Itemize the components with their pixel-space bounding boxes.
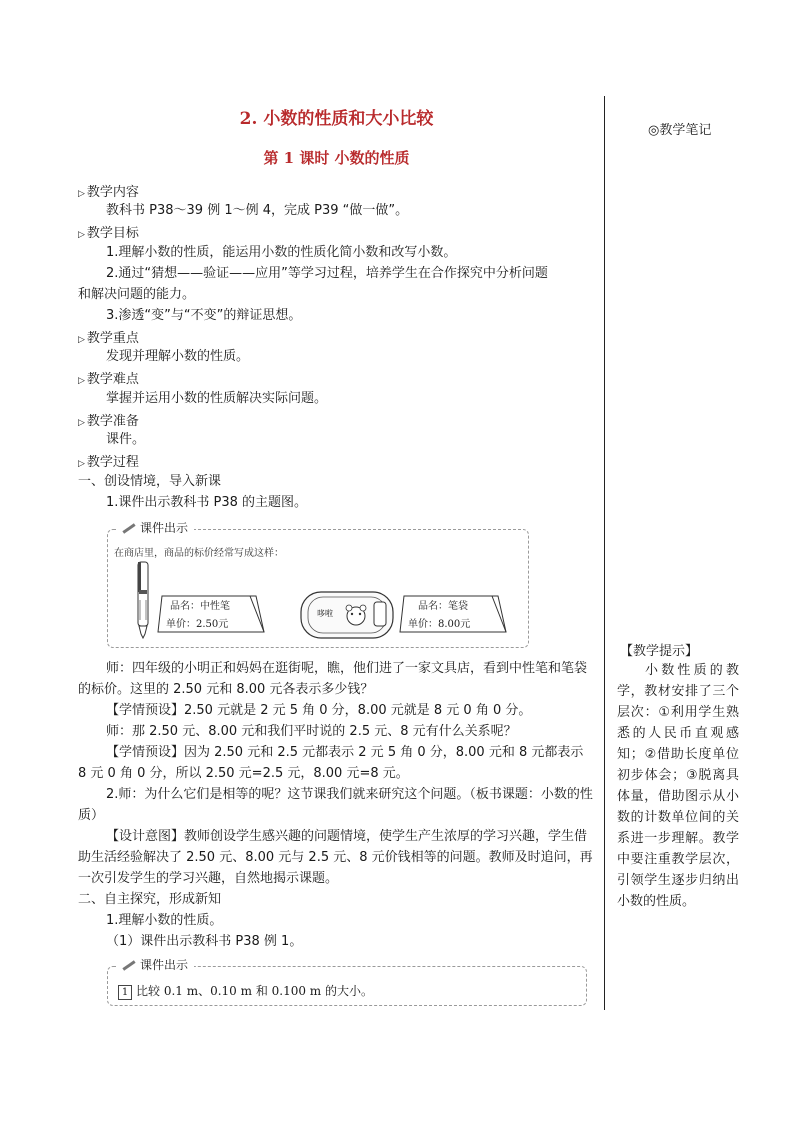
prep-text: 课件。 [106, 432, 146, 447]
goal-item: 2.通过“猜想——验证——应用”等学习过程，培养学生在合作探究中分析问题 [106, 266, 548, 281]
tip-heading: 【教学提示】 [620, 644, 699, 659]
gel-pen-image [132, 560, 154, 642]
courseware-box [107, 958, 587, 1006]
triangle-icon: ▷ [78, 230, 85, 240]
heading-difficulty: ▷ 教学难点 [78, 372, 139, 387]
goal-item: 3.渗透“变”与“不变”的辩证思想。 [106, 308, 302, 323]
price-tag-name: 品名：中性笔 [170, 601, 230, 612]
triangle-icon: ▷ [78, 376, 85, 386]
heading-prep: ▷ 教学准备 [78, 414, 139, 429]
dialogue-paragraph: 2.师：为什么它们是相等的呢？这节课我们就来研究这个问题。（板书课题：小数的性质） [78, 787, 593, 823]
dialogue-paragraph: 【学情预设】2.50 元就是 2 元 5 角 0 分，8.00 元就是 8 元 0 角 0 分。 [106, 703, 532, 718]
triangle-icon: ▷ [78, 459, 85, 469]
goal-item: 和解决问题的能力。 [78, 287, 196, 302]
design-intent: 【设计意图】教师创设学生感兴趣的问题情境，使学生产生浓厚的学习兴趣，学生借助生活经验解决了 2.50 元、8.00 元与 2.5 元、8 元价钱相等的问题。教师及时追问，再一次引发学生的学习兴趣，自然地揭示课题。 [78, 829, 593, 886]
courseware-box [107, 521, 529, 648]
price-tag-name: 品名：笔袋 [418, 601, 468, 612]
heading-content: ▷ 教学内容 [78, 185, 139, 200]
part2-step: （1）课件出示教科书 P38 例 1。 [106, 934, 303, 949]
price-tag-price: 单价：8.00元 [408, 619, 471, 630]
heading-process: ▷ 教学过程 [78, 455, 139, 470]
heading-goals: ▷ 教学目标 [78, 226, 139, 241]
pencil-case-image [298, 588, 398, 644]
triangle-icon: ▷ [78, 418, 85, 428]
example-text: 1 比较 0.1 m、0.10 m 和 0.100 m 的大小。 [118, 982, 373, 1000]
part1-step: 1.课件出示教科书 P38 的主题图。 [106, 495, 308, 510]
dialogue-paragraph: 【学情预设】因为 2.50 元和 2.5 元都表示 2 元 5 角 0 分，8.00 元和 8 元都表示 8 元 0 角 0 分，所以 2.50 元=2.5 元，8.00 元=8 元。 [78, 745, 584, 781]
price-tag-price: 单价：2.50元 [166, 619, 229, 630]
price-tag [156, 596, 256, 632]
heading-key: ▷ 教学重点 [78, 331, 139, 346]
price-tag [398, 596, 498, 632]
example-number: 1 [118, 985, 132, 1000]
pen-icon [122, 960, 135, 970]
key-text: 发现并理解小数的性质。 [106, 349, 250, 364]
dialogue-paragraph: 师：那 2.50 元、8.00 元和我们平时说的 2.5 元、8 元有什么关系呢？ [106, 724, 517, 739]
difficulty-text: 掌握并运用小数的性质解决实际问题。 [106, 391, 328, 406]
pencil-case-label: 哆啦 [317, 609, 333, 618]
goal-item: 1.理解小数的性质，能运用小数的性质化简小数和改写小数。 [106, 245, 457, 260]
lesson-title: 第 1 课时 小数的性质 [263, 149, 410, 167]
tip-body: 小数性质的教学，教材安排了三个层次：①利用学生熟悉的人民币直观感知；②借助长度单位初步体会；③脱离具体量，借助图示从小数的计数单位间的关系进一步理解。教学中要注重教学层次，引领学生逐步归纳出小数的性质。 [617, 663, 739, 909]
courseware-intro: 在商店里，商品的标价经常写成这样： [114, 548, 284, 559]
content-text: 教科书 P38～39 例 1～例 4，完成 P39 “做一做”。 [106, 203, 409, 218]
triangle-icon: ▷ [78, 189, 85, 199]
notes-heading: ◎教学笔记 [648, 123, 712, 138]
section-title: 2. 小数的性质和大小比较 [239, 109, 434, 129]
part2-step: 1.理解小数的性质。 [106, 913, 223, 928]
part2-heading: 二、自主探究，形成新知 [78, 892, 222, 907]
pen-icon [122, 523, 135, 533]
dialogue-paragraph: 师：四年级的小明正和妈妈在逛街呢，瞧，他们进了一家文具店，看到中性笔和笔袋的标价。这里的 2.50 元和 8.00 元各表示多少钱？ [78, 661, 588, 697]
courseware-tab: 课件出示 [118, 519, 194, 536]
part1-heading: 一、创设情境，导入新课 [78, 474, 222, 489]
column-divider [604, 96, 605, 1010]
courseware-tab: 课件出示 [118, 956, 194, 973]
triangle-icon: ▷ [78, 335, 85, 345]
